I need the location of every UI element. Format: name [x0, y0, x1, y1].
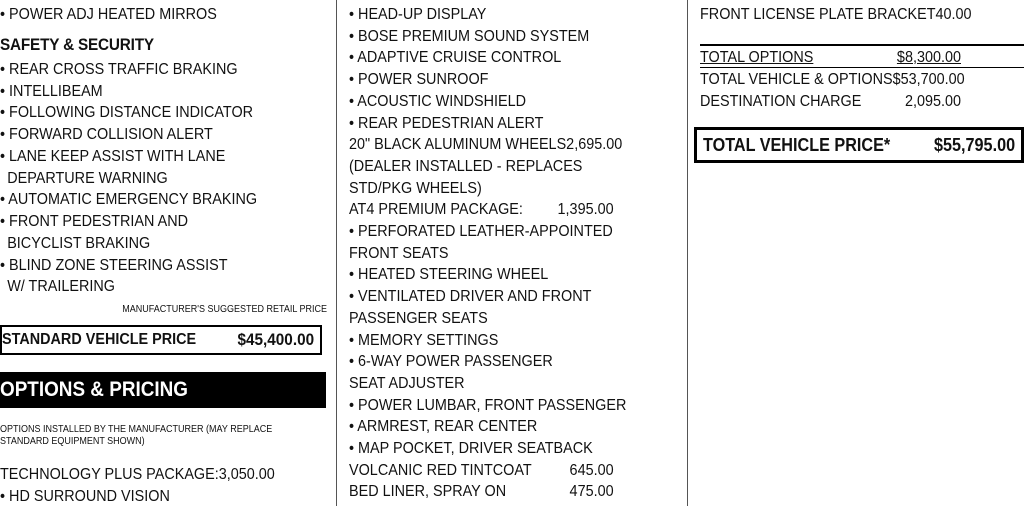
feature-line [349, 264, 644, 285]
total-options-label: TOTAL OPTIONS [700, 49, 814, 66]
option-label: • 6-WAY POWER PASSENGER [349, 353, 553, 371]
option-label: VOLCANIC RED TINTCOAT [349, 461, 532, 479]
destination-charge-row [700, 91, 992, 112]
total-vehicle-price-value: $55,795.00 [933, 134, 1015, 155]
option-label: • HEAD-UP DISPLAY [349, 6, 487, 23]
feature-line [349, 351, 644, 372]
option-row [349, 199, 644, 220]
total-vehicle-options-value: $53,700.00 [892, 71, 965, 88]
option-price: 475.00 [569, 483, 614, 501]
option-label: 20" BLACK ALUMINUM WHEELS [349, 136, 567, 154]
option-label: AT4 PREMIUM PACKAGE: [349, 201, 523, 219]
option-label: STD/PKG WHEELS) [349, 179, 482, 197]
option-price: 40.00 [935, 6, 972, 23]
feature-line [349, 26, 644, 47]
safety-line: • REAR CROSS TRAFFIC BRAKING [0, 61, 238, 78]
total-vehicle-price-box [694, 127, 1024, 163]
sticker-column-right [700, 0, 1024, 506]
option-label: • PERFORATED LEATHER-APPOINTED [349, 223, 613, 240]
standard-price-label: STANDARD VEHICLE PRICE [2, 331, 197, 348]
feature-line [349, 330, 644, 351]
option-label: • ARMREST, REAR CENTER [349, 418, 538, 436]
option-row [349, 134, 644, 155]
safety-line: • INTELLIBEAM [0, 83, 103, 100]
option-label: • VENTILATED DRIVER AND FRONT [349, 288, 592, 306]
option-label: • MEMORY SETTINGS [349, 331, 499, 349]
divider [700, 44, 1024, 46]
feature-line: • POWER ADJ HEATED MIRROS [0, 6, 217, 23]
standard-price-value: $45,400.00 [237, 330, 314, 349]
feature-line [349, 156, 644, 177]
feature-line [349, 395, 644, 416]
options-note: STANDARD EQUIPMENT SHOWN) [0, 436, 145, 447]
option-label: • POWER LUMBAR, FRONT PASSENGER [349, 396, 627, 414]
safety-line: DEPARTURE WARNING [7, 170, 168, 187]
options-note: OPTIONS INSTALLED BY THE MANUFACTURER (MAY REPLACE [0, 424, 273, 435]
sticker-column-left [0, 0, 327, 506]
destination-charge-value: 2,095.00 [904, 93, 961, 110]
option-label: • MAP POCKET, DRIVER SEATBACK [349, 440, 593, 457]
column-divider-right [687, 0, 688, 506]
total-vehicle-price-label: TOTAL VEHICLE PRICE* [703, 134, 891, 155]
column-divider-left [336, 0, 337, 506]
option-price: 2,695.00 [566, 136, 623, 154]
option-label: FRONT LICENSE PLATE BRACKET [700, 6, 936, 23]
feature-line [349, 47, 644, 68]
feature-line [349, 113, 644, 134]
safety-line: • BLIND ZONE STEERING ASSIST [0, 257, 228, 274]
total-options-value: $8,300.00 [896, 49, 961, 66]
divider [700, 67, 1024, 68]
options-heading: OPTIONS & PRICING [0, 378, 188, 401]
option-label: • ADAPTIVE CRUISE CONTROL [349, 49, 562, 67]
standard-price-box [0, 325, 322, 355]
option-row [349, 460, 644, 481]
feature-line [349, 178, 644, 199]
feature-line [349, 416, 644, 437]
feature-line [349, 373, 644, 394]
total-vehicle-options-row [700, 69, 992, 90]
destination-charge-label: DESTINATION CHARGE [700, 93, 862, 110]
safety-line: W/ TRAILERING [7, 278, 115, 295]
safety-line: BICYCLIST BRAKING [7, 235, 151, 252]
feature-line [349, 438, 644, 459]
total-vehicle-options-label: TOTAL VEHICLE & OPTIONS [700, 71, 893, 88]
option-label: (DEALER INSTALLED - REPLACES [349, 157, 583, 175]
safety-line: • FRONT PEDESTRIAN AND [0, 213, 189, 230]
feature-line [349, 286, 644, 307]
option-row [349, 481, 644, 502]
feature-line [349, 91, 644, 112]
option-label: • HEATED STEERING WHEEL [349, 266, 549, 284]
feature-line: • HD SURROUND VISION [0, 488, 170, 505]
feature-line [349, 69, 644, 90]
option-label: FRONT SEATS [349, 244, 449, 262]
option-row-technology-plus [0, 464, 294, 485]
option-label: • POWER SUNROOF [349, 71, 489, 89]
feature-line [349, 4, 644, 25]
option-row-license-bracket [700, 4, 992, 25]
feature-line [349, 243, 644, 264]
option-price: 645.00 [569, 461, 614, 479]
msrp-note: MANUFACTURER'S SUGGESTED RETAIL PRICE [122, 304, 328, 315]
options-pricing-banner [0, 372, 326, 408]
option-label: PASSENGER SEATS [349, 309, 488, 327]
option-label: • REAR PEDESTRIAN ALERT [349, 114, 544, 132]
sticker-column-middle [349, 0, 677, 506]
option-label: TECHNOLOGY PLUS PACKAGE: [0, 466, 219, 483]
option-label: • BOSE PREMIUM SOUND SYSTEM [349, 27, 590, 45]
option-price: 1,395.00 [557, 201, 614, 219]
feature-line [349, 308, 644, 329]
option-price: 3,050.00 [218, 466, 275, 483]
option-label: BED LINER, SPRAY ON [349, 483, 507, 501]
safety-line: • AUTOMATIC EMERGENCY BRAKING [0, 191, 258, 208]
safety-line: • LANE KEEP ASSIST WITH LANE [0, 148, 226, 165]
safety-line: • FOLLOWING DISTANCE INDICATOR [0, 104, 254, 121]
safety-heading: SAFETY & SECURITY [0, 35, 154, 54]
option-label: SEAT ADJUSTER [349, 374, 465, 392]
feature-line [349, 221, 644, 242]
total-options-row [700, 47, 992, 68]
option-label: • ACOUSTIC WINDSHIELD [349, 92, 527, 110]
safety-line: • FORWARD COLLISION ALERT [0, 126, 213, 143]
